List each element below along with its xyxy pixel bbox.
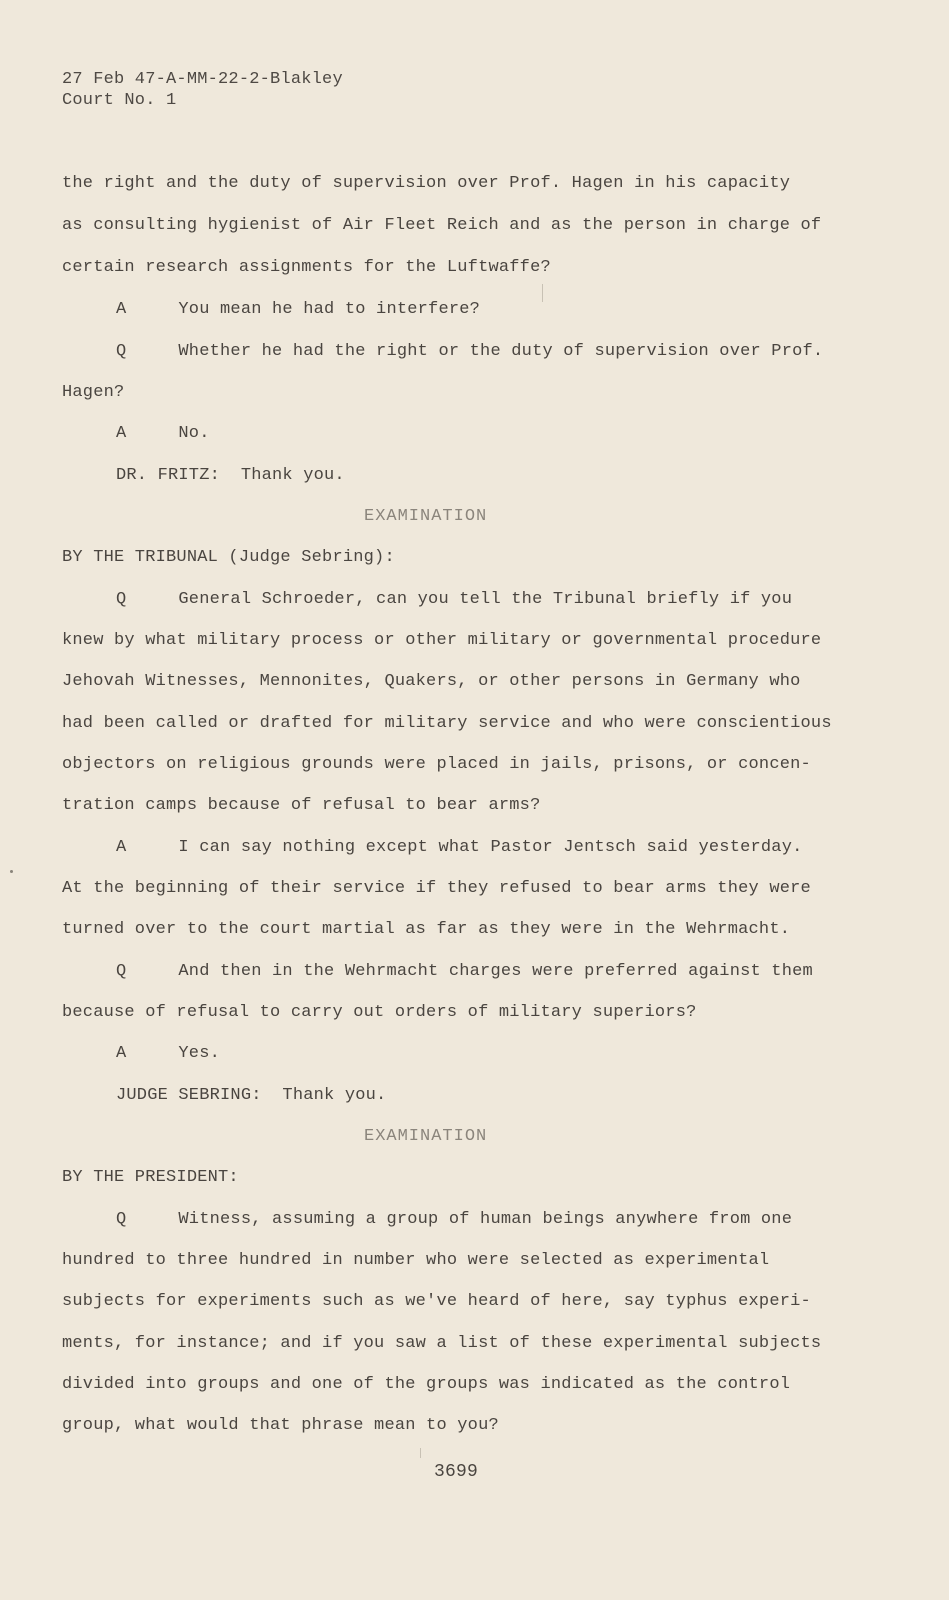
header-court: Court No. 1 [62, 91, 177, 110]
text-line: group, what would that phrase mean to you? [62, 1416, 499, 1435]
speaker-line: JUDGE SEBRING: Thank you. [116, 1086, 387, 1105]
header-reference: 27 Feb 47-A-MM-22-2-Blakley [62, 70, 343, 89]
section-heading: EXAMINATION [364, 507, 488, 526]
text-line: hundred to three hundred in number who were selected as experimental [62, 1251, 770, 1270]
text-line: divided into groups and one of the groups was indicated as the control [62, 1375, 791, 1394]
text-line: tration camps because of refusal to bear arms? [62, 796, 541, 815]
text-line: certain research assignments for the Luftwaffe? [62, 258, 551, 277]
text-line: At the beginning of their service if they refused to bear arms they were [62, 879, 811, 898]
scan-tick [420, 1448, 421, 1458]
answer-line: A Yes. [116, 1044, 221, 1063]
answer-line: A I can say nothing except what Pastor Jentsch said yesterday. [116, 838, 803, 857]
text-line: as consulting hygienist of Air Fleet Reich and as the person in charge of [62, 216, 822, 235]
question-line: Q And then in the Wehrmacht charges were preferred against them [116, 962, 813, 981]
section-heading: EXAMINATION [364, 1127, 488, 1146]
speaker-line: DR. FRITZ: Thank you. [116, 466, 345, 485]
question-line: Q General Schroeder, can you tell the Tribunal briefly if you [116, 590, 793, 609]
answer-line: A No. [116, 424, 210, 443]
scan-tick [542, 284, 543, 302]
answer-line: A You mean he had to interfere? [116, 300, 481, 319]
question-line: Q Whether he had the right or the duty of supervision over Prof. [116, 342, 824, 361]
scan-dot [10, 870, 13, 873]
text-line: because of refusal to carry out orders of military superiors? [62, 1003, 697, 1022]
text-line: Jehovah Witnesses, Mennonites, Quakers, or other persons in Germany who [62, 672, 801, 691]
text-line: the right and the duty of supervision over Prof. Hagen in his capacity [62, 174, 791, 193]
text-line: turned over to the court martial as far as they were in the Wehrmacht. [62, 920, 791, 939]
text-line: subjects for experiments such as we've heard of here, say typhus experi- [62, 1292, 811, 1311]
examiner-line: BY THE PRESIDENT: [62, 1168, 239, 1187]
text-line: had been called or drafted for military service and who were conscientious [62, 714, 832, 733]
text-line: ments, for instance; and if you saw a list of these experimental subjects [62, 1334, 822, 1353]
text-line: knew by what military process or other military or governmental procedure [62, 631, 822, 650]
text-line: objectors on religious grounds were placed in jails, prisons, or concen- [62, 755, 811, 774]
question-line: Q Witness, assuming a group of human beings anywhere from one [116, 1210, 793, 1229]
examiner-line: BY THE TRIBUNAL (Judge Sebring): [62, 548, 395, 567]
page-number: 3699 [434, 1462, 479, 1482]
text-line: Hagen? [62, 383, 125, 402]
